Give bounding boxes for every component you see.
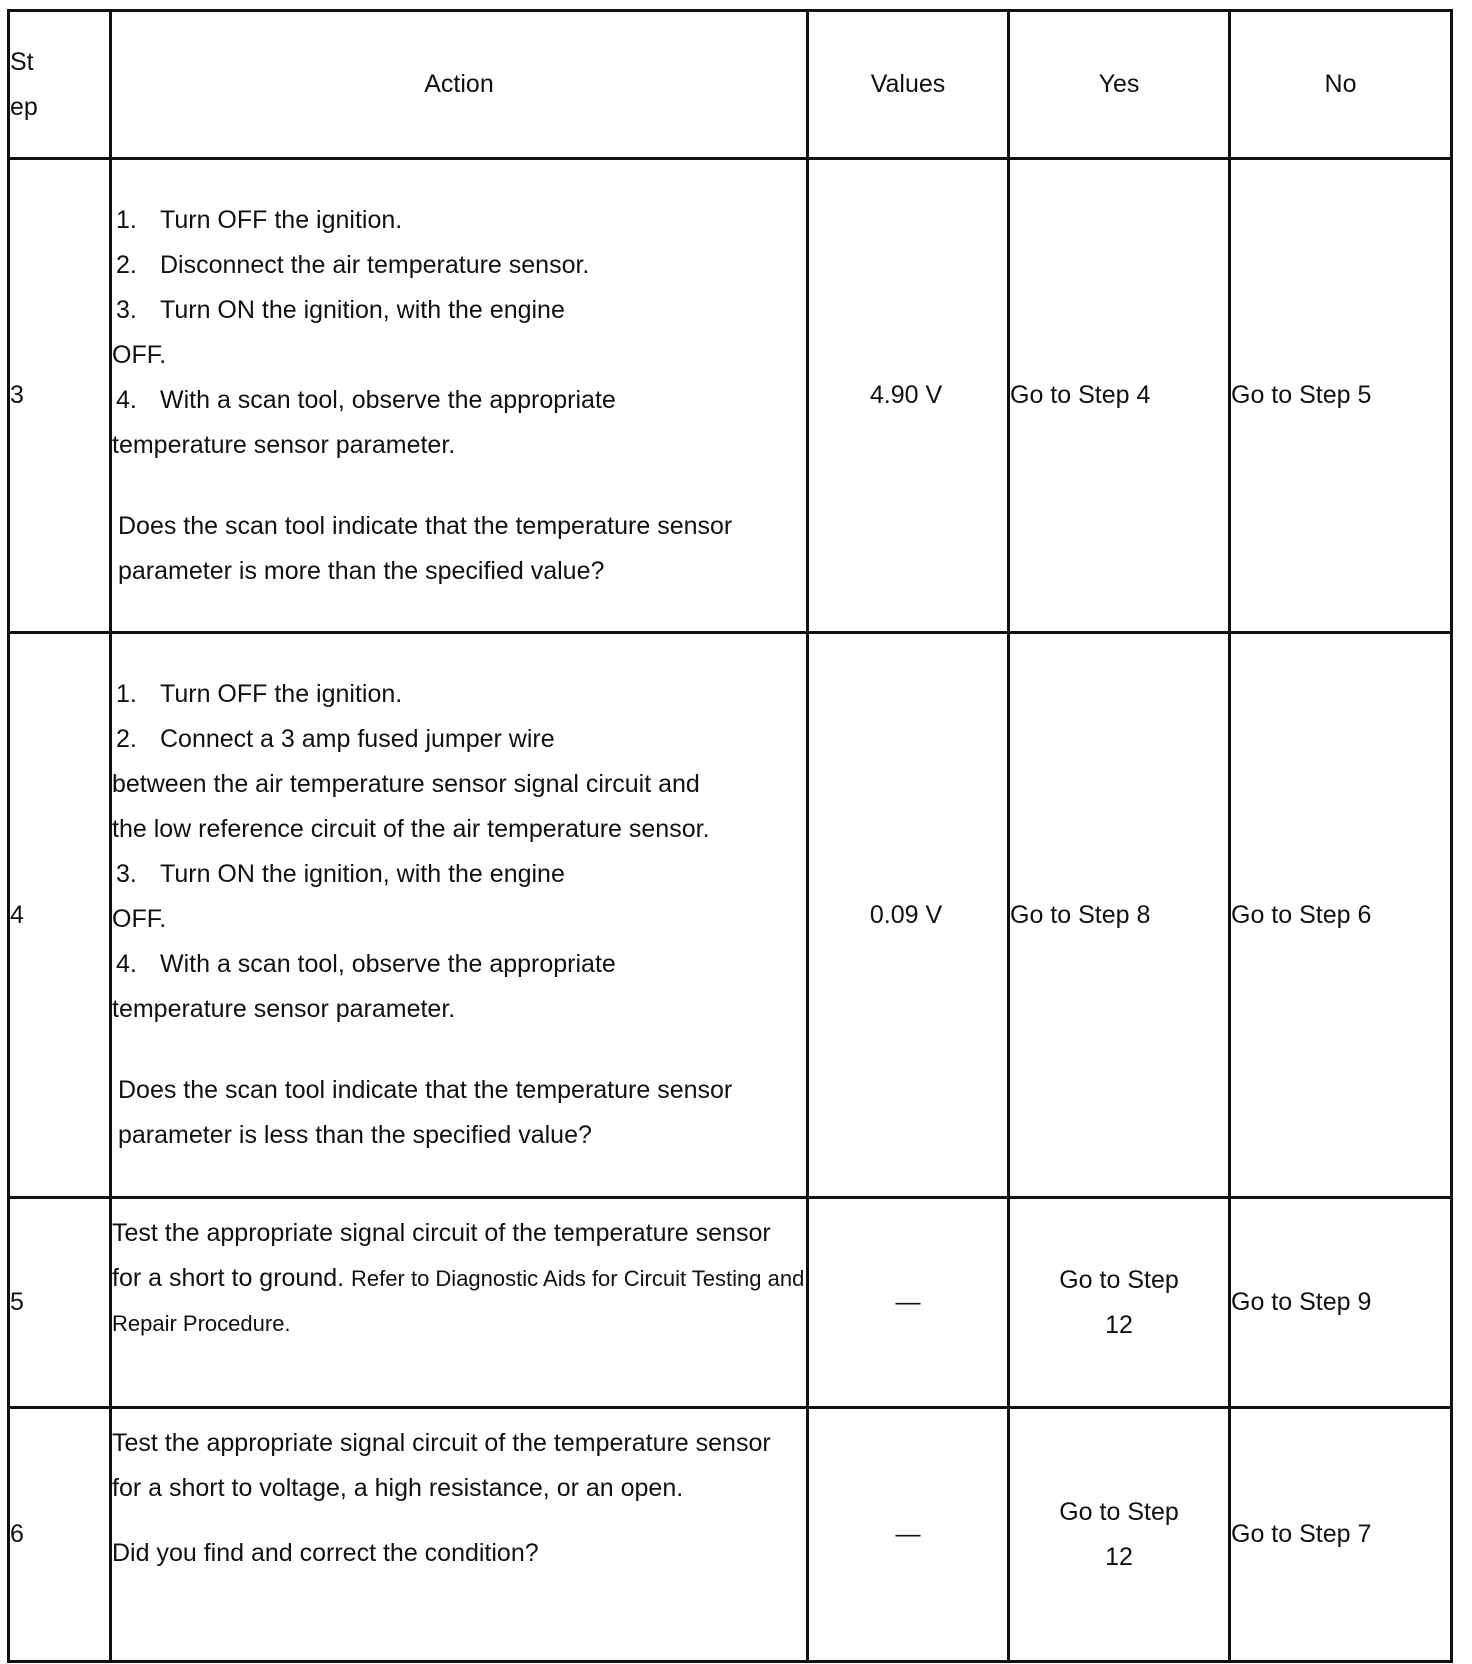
action-text: Test the appropriate signal circuit of the temperature sensor for a short to ground. (112, 1219, 771, 1292)
table-row (9, 633, 1452, 1198)
action-cell (111, 1198, 808, 1408)
list-item: 1. Turn OFF the ignition. (116, 680, 403, 708)
yes-cell: Go to Step 8 (1009, 633, 1230, 1198)
yes-line2: 12 (1105, 1542, 1133, 1571)
question-text: Did you find and correct the condition? (112, 1539, 539, 1567)
table-row (9, 159, 1452, 633)
yes-cell: Go to Step 4 (1009, 159, 1230, 633)
step-number: 5 (9, 1198, 111, 1408)
yes-cell (1009, 1408, 1230, 1662)
header-step-line2: ep (10, 92, 38, 121)
no-cell: Go to Step 5 (1230, 159, 1452, 633)
list-item: 2. Disconnect the air temperature sensor. (116, 250, 590, 279)
header-yes: Yes (1009, 11, 1230, 159)
header-row (9, 11, 1452, 159)
diagnostic-table (7, 9, 1453, 1663)
yes-line1: Go to Step (1059, 1265, 1179, 1294)
step-number: 6 (9, 1408, 111, 1662)
list-item: 4. With a scan tool, observe the appropriate (116, 950, 616, 978)
step-number: 3 (9, 159, 111, 633)
list-item: 2. Connect a 3 amp fused jumper wire (116, 725, 555, 753)
action-cell (111, 633, 808, 1198)
no-cell: Go to Step 6 (1230, 633, 1452, 1198)
table-row (9, 1408, 1452, 1662)
list-item: 3. Turn ON the ignition, with the engine (116, 295, 565, 324)
list-item: 4. With a scan tool, observe the appropriate (116, 385, 616, 414)
list-item: 3. Turn ON the ignition, with the engine (116, 860, 565, 888)
yes-line2: 12 (1105, 1310, 1133, 1339)
action-text: Test the appropriate signal circuit of the temperature sensor for a short to voltage, a high resistance, or an open. (112, 1429, 771, 1502)
value-cell: 0.09 V (808, 633, 1009, 1198)
value-cell (808, 1198, 1009, 1408)
action-cell (111, 159, 808, 633)
question-text: Does the scan tool indicate that the temperature sensor parameter is more than the specified value? (118, 511, 733, 585)
value-dash: — (895, 1288, 921, 1316)
header-no: No (1230, 11, 1452, 159)
header-step (9, 11, 111, 159)
header-action: Action (111, 11, 808, 159)
no-cell: Go to Step 9 (1230, 1198, 1452, 1408)
list-item-continuation: temperature sensor parameter. (112, 995, 456, 1023)
no-cell: Go to Step 7 (1230, 1408, 1452, 1662)
value-cell: 4.90 V (808, 159, 1009, 633)
question-text: Does the scan tool indicate that the temperature sensor parameter is less than the specified value? (118, 1076, 733, 1149)
value-cell (808, 1408, 1009, 1662)
list-item-continuation: OFF. (112, 905, 167, 933)
reference-text: Refer to Diagnostic Aids for Circuit Testing and Repair Procedure. (112, 1266, 805, 1336)
value-dash: — (895, 1520, 921, 1548)
step-number: 4 (9, 633, 111, 1198)
list-item: 1. Turn OFF the ignition. (116, 205, 403, 234)
list-item-continuation: OFF. (112, 340, 167, 369)
header-values: Values (808, 11, 1009, 159)
header-step-line1: St (10, 47, 34, 76)
yes-cell (1009, 1198, 1230, 1408)
list-item-continuation: temperature sensor parameter. (112, 430, 456, 459)
list-item-continuation: between the air temperature sensor signal circuit and the low reference circuit of the air temperature sensor. (112, 770, 710, 843)
action-cell (111, 1408, 808, 1662)
table-row (9, 1198, 1452, 1408)
yes-line1: Go to Step (1059, 1497, 1179, 1526)
